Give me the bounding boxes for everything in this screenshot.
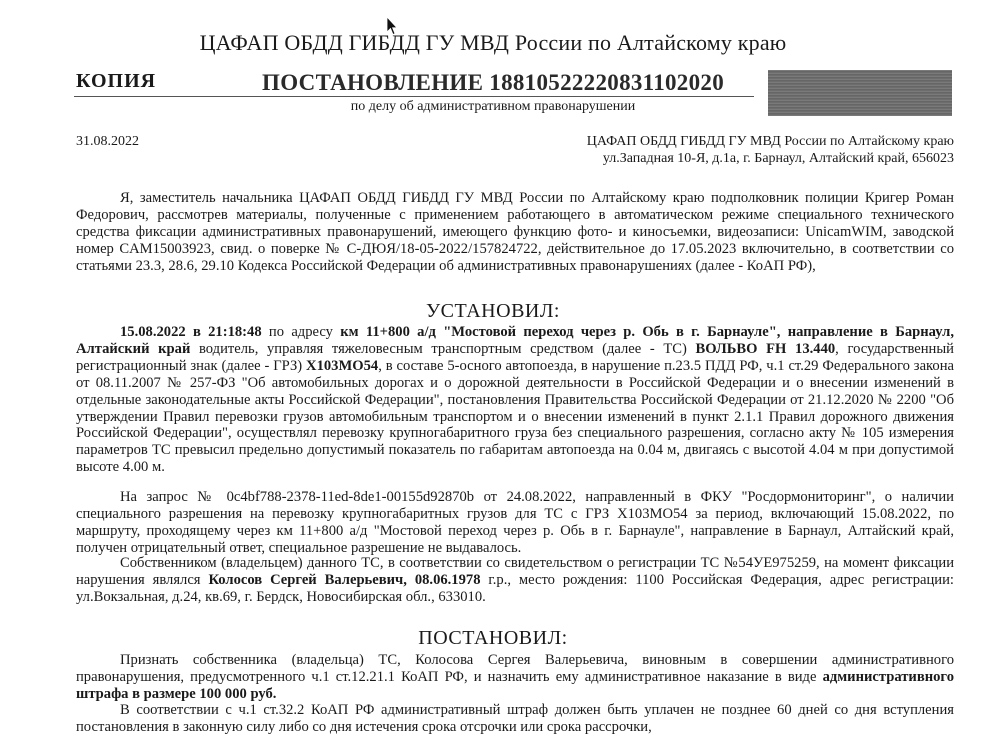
heading-established: УСТАНОВИЛ: [426, 300, 560, 322]
vehicle-model: ВОЛЬВО FH 13.440 [695, 340, 836, 357]
inquiry-paragraph: На запрос № 0c4bf788-2378-11ed-8de1-00155d92870b от 24.08.2022, направленный в ФКУ "Росдормониторинг", о наличии специального разрешения на перевозку крупногабаритных грузов для ТС с ГРЗ Х103МО54 за период, включающий 15.08.2022, по маршруту, проходящему через км 11+800 а/д "Мостовой переход через р. Обь в г. Барнауле", направление в Барнаул, Алтайский край, получен отрицательный ответ, специальное разрешение не выдавалось. [76, 489, 954, 556]
title-underline [74, 96, 754, 97]
payment-paragraph: В соответствии с ч.1 ст.32.2 КоАП РФ административный штраф должен быть уплачен не позднее 60 дней со дня вступления постановления в законную силу либо со дня истечения срока отсрочки или срока рассрочки, [76, 702, 954, 735]
violation-datetime: 15.08.2022 в 21:18:48 [120, 324, 262, 340]
violation-location: км 11+800 а/д "Мостовой переход через р. Обь в г. Барнауле", направление в Барнаул, Алтайский край [76, 324, 954, 357]
owner-name: Колосов Сергей Валерьевич, 08.06.1978 [208, 571, 481, 588]
issuer-address: ул.Западная 10-Я, д.1а, г. Барнаул, Алтайский край, 656023 [602, 151, 954, 166]
intro-paragraph: Я, заместитель начальника ЦАФАП ОБДД ГИБДД ГУ МВД России по Алтайскому краю подполковник полиции Кригер Роман Федорович, рассмотрев материалы, полученные с применением работающего в автоматическом режиме специального технического средства фиксации административных правонарушений, имеющего функцию фото- и киносъемки, видеозаписи: UnicamWIM, заводской номер CAM15003923, свид. о поверке № С-ДЮЯ/18-05-2022/157824722, действительное до 17.05.2023 включительно, в соответствии со статьями 23.3, 28.6, 29.10 Кодекса Российской Федерации об административных правонарушениях (далее - КоАП РФ), [76, 190, 954, 274]
issuer-name: ЦАФАП ОБДД ГИБДД ГУ МВД России по Алтайскому краю [586, 134, 954, 149]
owner-paragraph: Собственником (владельцем) данного ТС, в соответствии со свидетельством о регистрации ТС №54УЕ975259, на момент фиксации нарушения являлся Колосов Сергей Валерьевич, 08.06.1978 г.р., место рождения: 1100 Российская Федерация, адрес регистрации: ул.Вокзальная, д.24, кв.69, г. Бердск, Новосибирская обл., 633010. [76, 555, 954, 605]
vehicle-plate: Х103МО54 [306, 357, 379, 374]
violation-paragraph: 15.08.2022 в 21:18:48 по адресу км 11+800 а/д "Мостовой переход через р. Обь в г. Барнауле", направление в Барнаул, Алтайский край водитель, управляя тяжеловесным транспортным средством (далее - ТС) ВОЛЬВО FH 13.440, государственный регистрационный знак (далее - ГРЗ) Х103МО54, в составе 5-осного автопоезда, в нарушение п.23.5 ПДД РФ, ч.1 ст.29 Федерального закона от 08.11.2007 № 257-ФЗ "Об автомобильных дорогах и о дорожной деятельности в Российской Федерации и о внесении изменений в отдельные законодательные акты Российской Федерации", постановления Правительства Российской Федерации от 21.12.2020 № 2200 "Об утверждении Правил перевозки грузов автомобильным транспортом и о внесении изменений в пункт 2.1.1 Правил дорожного движения Российской Федерации", осуществлял перевозку крупногабаритного груза без специального разрешения, согласно акту № 105 измерения параметров ТС превысил предельно допустимый показатель по габаритам автопоезда на 0.04 м, двигаясь с высотой 4.04 м при допустимой высоте 4.00 м. [76, 324, 954, 476]
document-title: ПОСТАНОВЛЕНИЕ 18810522220831102020 [262, 70, 725, 95]
document-date: 31.08.2022 [76, 134, 139, 149]
fine-amount: административного штрафа в размере 100 000 руб. [76, 668, 954, 702]
heading-ruled: ПОСТАНОВИЛ: [418, 627, 568, 649]
copy-label: КОПИЯ [76, 70, 157, 92]
document-subtitle: по делу об административном правонарушении [350, 99, 636, 114]
redacted-barcode [768, 70, 952, 116]
ruling-paragraph: Признать собственника (владельца) ТС, Колосова Сергея Валерьевича, виновным в совершении административного правонарушения, предусмотренного ч.1 ст.12.21.1 КоАП РФ, и назначить ему административное наказание в виде административного штрафа в размере 100 000 руб. [76, 652, 954, 702]
agency-title: ЦАФАП ОБДД ГИБДД ГУ МВД России по Алтайскому краю [199, 30, 787, 55]
